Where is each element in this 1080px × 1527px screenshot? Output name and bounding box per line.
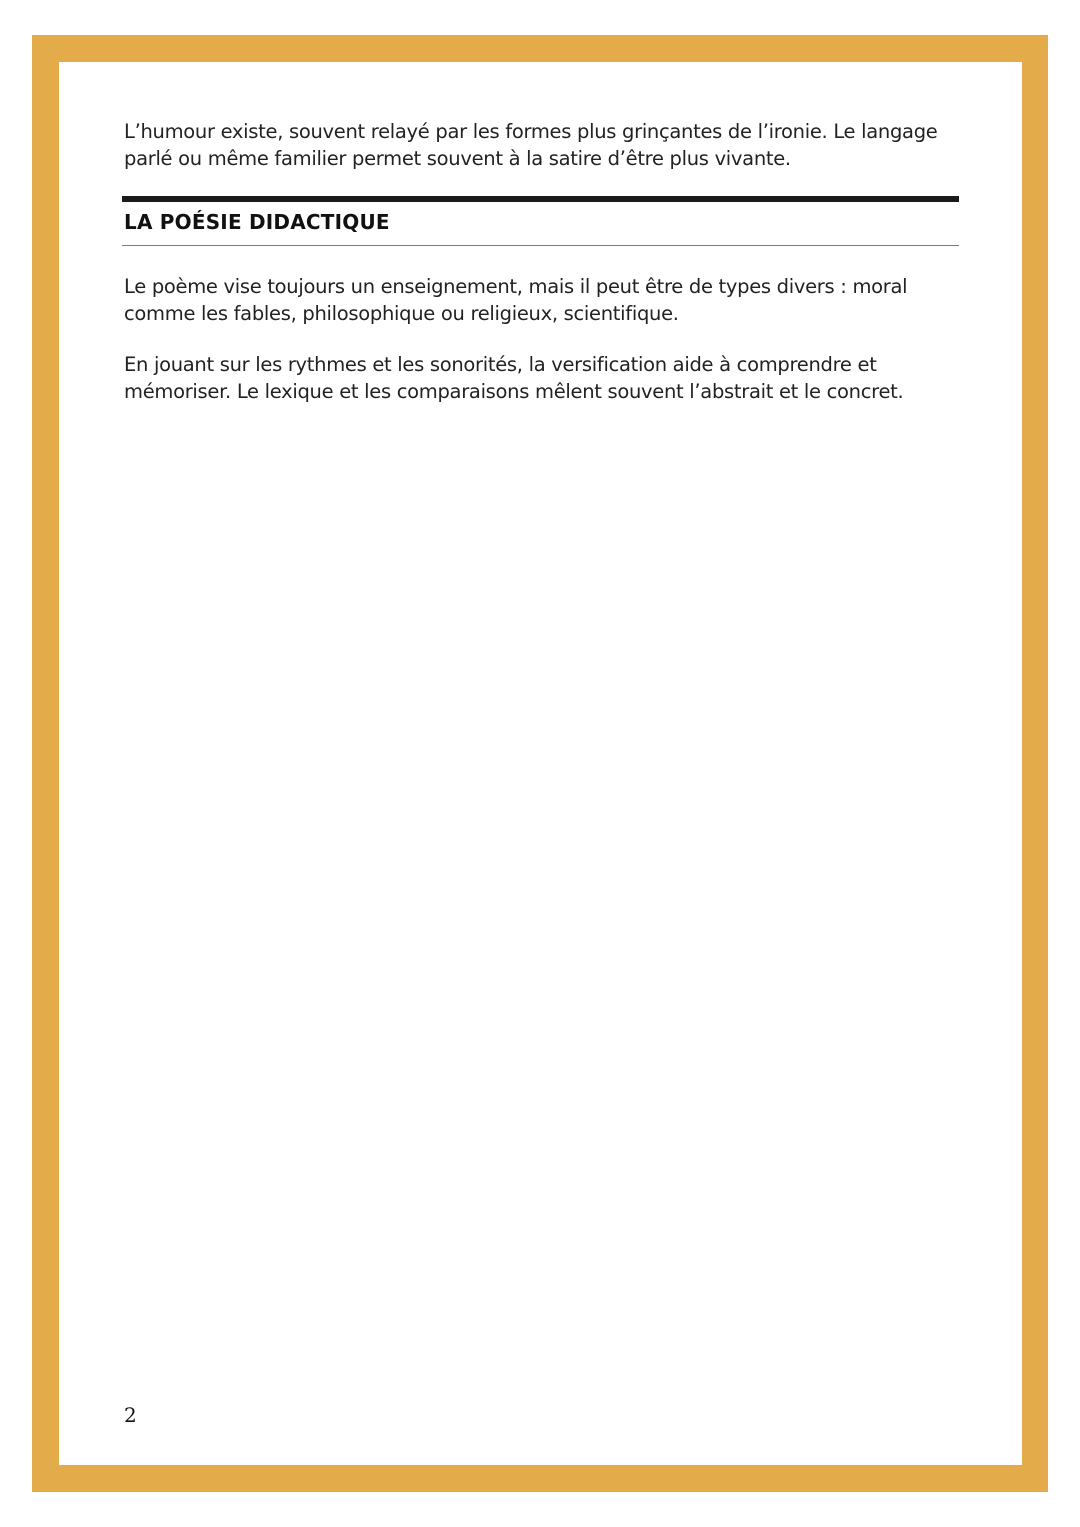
- section-bottom-rule: [122, 245, 959, 246]
- section-title: LA POÉSIE DIDACTIQUE: [124, 210, 390, 234]
- section-paragraph: En jouant sur les rythmes et les sonorités, la versification aide à comprendre et mémoriser. Le lexique et les comparaisons mêlent souvent l’abstrait et le concret.: [124, 353, 904, 403]
- page-number: 2: [124, 1403, 137, 1427]
- section-top-rule: [122, 196, 959, 202]
- intro-paragraph: L’humour existe, souvent relayé par les formes plus grinçantes de l’ironie. Le langage parlé ou même familier permet souvent à la satire d’être plus vivante.: [124, 120, 938, 170]
- page-frame: [32, 35, 1048, 1492]
- section-paragraph: Le poème vise toujours un enseignement, mais il peut être de types divers : moral comme les fables, philosophique ou religieux, scientifique.: [124, 275, 908, 325]
- section-body: [124, 273, 964, 405]
- intro-block: [124, 118, 964, 172]
- document-page: [59, 62, 1022, 1465]
